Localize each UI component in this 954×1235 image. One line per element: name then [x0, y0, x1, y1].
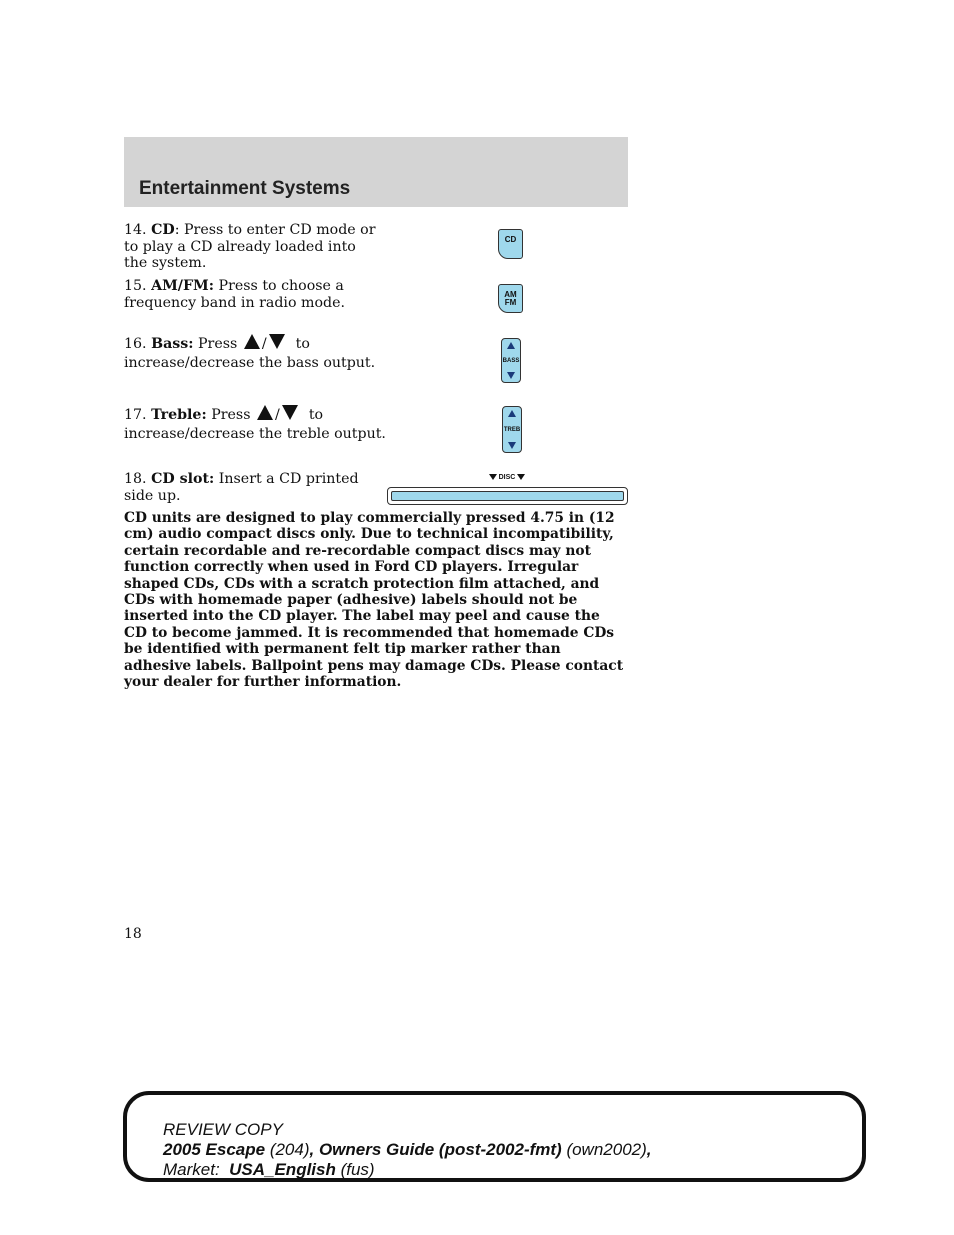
- treble-down-icon[interactable]: [508, 442, 516, 449]
- item-label: Bass:: [151, 336, 194, 352]
- down-arrow-icon: [282, 405, 298, 420]
- amfm-button[interactable]: [498, 284, 523, 313]
- section-title: Entertainment Systems: [139, 178, 351, 199]
- treble-up-icon[interactable]: [508, 410, 516, 417]
- market-code: (fus): [335, 1160, 375, 1179]
- footer-review-line: [163, 1120, 862, 1140]
- review-copy-text: REVIEW COPY: [163, 1120, 283, 1139]
- slash: /: [261, 336, 267, 352]
- cd-warning-paragraph: CD units are designed to play commercially pressed 4.75 in (12 cm) audio compact discs only. Due to technical incompatibility, certain recordable and re-recordable compact discs may not function correctly when used in Ford CD players. Irregular shaped CDs, CDs with a scratch protection film attached, and CDs with homemade paper (adhesive) labels should not be inserted into the CD player. The label may peel and cause the CD to become jammed. It is recommended that homemade CDs be identified with permanent felt tip marker rather than adhesive labels. Ballpoint pens may damage CDs. Please contact your dealer for further information.: [124, 510, 624, 691]
- cd-button-label: CD: [504, 235, 517, 244]
- item-to: to: [308, 407, 324, 423]
- cd-slot-opening: [391, 491, 624, 501]
- bass-label: BASS: [502, 357, 520, 364]
- bass-rocker-button[interactable]: [501, 338, 521, 383]
- item-number: 14.: [124, 222, 147, 238]
- model-code: (204): [265, 1140, 310, 1159]
- item-label: CD: [151, 222, 175, 238]
- footer-model-line: [163, 1140, 862, 1160]
- disc-eject-label: [487, 472, 527, 482]
- cd-button[interactable]: [498, 229, 523, 259]
- disc-label-text: DISC: [498, 473, 516, 481]
- footer-market-line: [163, 1160, 862, 1180]
- item-number: 17.: [124, 407, 147, 423]
- up-arrow-icon: [257, 405, 273, 420]
- item-number: 15.: [124, 278, 147, 294]
- up-arrow-icon: [244, 334, 260, 349]
- item-to: to: [295, 336, 310, 352]
- item-cd: [124, 222, 380, 272]
- guide-code: (own2002): [561, 1140, 647, 1159]
- market-label: Market:: [163, 1160, 230, 1179]
- item-text: increase/decrease the treble output.: [124, 425, 386, 442]
- item-text: Press to choose a frequency band in radio mode.: [124, 278, 346, 311]
- page-number: 18: [124, 926, 142, 942]
- market-text: USA_English: [229, 1160, 336, 1179]
- treble-rocker-button[interactable]: [502, 406, 522, 453]
- cd-slot[interactable]: [387, 487, 628, 505]
- item-label: AM/FM:: [151, 278, 215, 294]
- item-number: 18.: [124, 471, 147, 487]
- treble-label: TREB: [503, 426, 521, 433]
- item-line: [124, 334, 424, 353]
- item-cd-slot: [124, 471, 364, 504]
- triangle-down-icon: [489, 474, 497, 480]
- review-copy-footer: [123, 1091, 866, 1182]
- item-label: Treble:: [151, 407, 207, 423]
- item-text: Insert a CD printed side up.: [124, 471, 359, 504]
- item-label: CD slot:: [151, 471, 215, 487]
- item-line: [124, 405, 424, 424]
- comma: ,: [646, 1140, 652, 1159]
- down-arrow-icon: [269, 334, 285, 349]
- triangle-down-icon: [517, 474, 525, 480]
- item-press: Press: [193, 336, 242, 352]
- bass-up-icon[interactable]: [507, 342, 515, 349]
- amfm-label-fm: FM: [504, 297, 517, 307]
- item-press: Press: [206, 407, 256, 423]
- item-number: 16.: [124, 336, 147, 352]
- model-text: 2005 Escape: [163, 1140, 266, 1159]
- item-bass: [124, 334, 424, 371]
- bass-down-icon[interactable]: [507, 372, 515, 379]
- item-amfm: [124, 278, 380, 311]
- amfm-button-label: [504, 291, 516, 307]
- item-treble: [124, 405, 424, 442]
- guide-text: , Owners Guide (post-2002-fmt): [309, 1140, 562, 1159]
- section-header-band: [124, 137, 628, 207]
- item-text: : Press to enter CD mode or to play a CD already loaded into the system.: [124, 222, 376, 271]
- amfm-label-am: AM: [504, 289, 517, 299]
- item-text: increase/decrease the bass output.: [124, 354, 376, 371]
- slash: /: [275, 407, 280, 423]
